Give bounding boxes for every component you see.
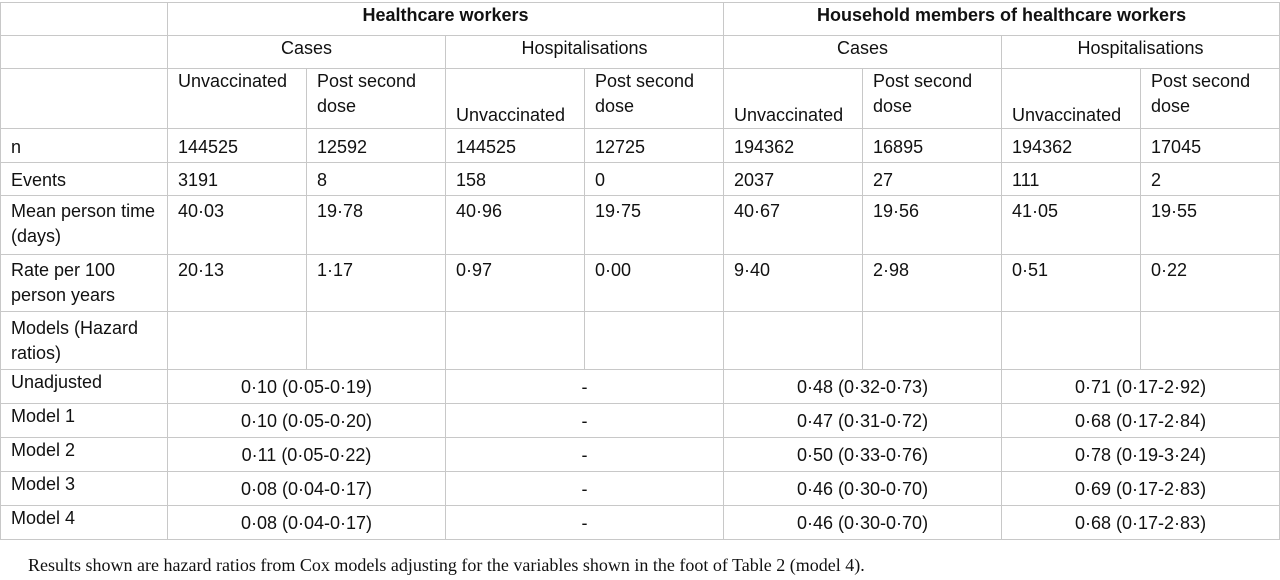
table-cell: 0·22 (1141, 255, 1280, 312)
col-unvaccinated: Unvaccinated (446, 69, 585, 129)
table-cell: 9·40 (724, 255, 863, 312)
hr-hh-cases: 0·50 (0·33-0·76) (724, 438, 1002, 472)
table-cell: 194362 (724, 129, 863, 163)
table-cell (863, 312, 1002, 370)
table-cell: 144525 (446, 129, 585, 163)
table-cell: 17045 (1141, 129, 1280, 163)
table-cell: 8 (307, 163, 446, 196)
model-row (1, 472, 1280, 506)
model-row (1, 438, 1280, 472)
table-cell: 144525 (168, 129, 307, 163)
table-row (1, 196, 1280, 255)
group-header-row (1, 3, 1280, 36)
table-cell: 3191 (168, 163, 307, 196)
col-unvaccinated: Unvaccinated (1002, 69, 1141, 129)
table-cell: 19·75 (585, 196, 724, 255)
hr-hcw-hospitalisations: - (446, 438, 724, 472)
table-cell: 0 (585, 163, 724, 196)
model-row (1, 404, 1280, 438)
table-cell: 0·00 (585, 255, 724, 312)
col-unvaccinated: Unvaccinated (724, 69, 863, 129)
hr-hcw-cases: 0·10 (0·05-0·19) (168, 370, 446, 404)
table-cell: 40·03 (168, 196, 307, 255)
model-label: Model 1 (1, 404, 168, 438)
hr-hh-cases: 0·46 (0·30-0·70) (724, 472, 1002, 506)
table-cell: 0·51 (1002, 255, 1141, 312)
table-cell: 2 (1141, 163, 1280, 196)
hr-hh-cases: 0·48 (0·32-0·73) (724, 370, 1002, 404)
row-label-mean-person-time: Mean person time (days) (1, 196, 168, 255)
model-label: Unadjusted (1, 370, 168, 404)
hr-hh-cases: 0·47 (0·31-0·72) (724, 404, 1002, 438)
row-label-events: Events (1, 163, 168, 196)
subgroup-hcw-hospitalisations: Hospitalisations (446, 36, 724, 69)
corner-cell (1, 69, 168, 129)
hr-hcw-cases: 0·10 (0·05-0·20) (168, 404, 446, 438)
table-cell (1141, 312, 1280, 370)
table-cell: 0·97 (446, 255, 585, 312)
corner-cell (1, 3, 168, 36)
hr-hh-hospitalisations: 0·78 (0·19-3·24) (1002, 438, 1280, 472)
table-cell: 2037 (724, 163, 863, 196)
table-cell: 111 (1002, 163, 1141, 196)
subgroup-hh-cases: Cases (724, 36, 1002, 69)
table-row (1, 129, 1280, 163)
col-post-second-dose: Post second dose (863, 69, 1002, 129)
hr-hcw-hospitalisations: - (446, 370, 724, 404)
col-post-second-dose: Post second dose (585, 69, 724, 129)
model-row (1, 370, 1280, 404)
table-cell: 194362 (1002, 129, 1141, 163)
table-cell (724, 312, 863, 370)
hr-hcw-cases: 0·11 (0·05-0·22) (168, 438, 446, 472)
table-cell: 12592 (307, 129, 446, 163)
table-cell: 40·67 (724, 196, 863, 255)
table-cell (1002, 312, 1141, 370)
model-label: Model 4 (1, 506, 168, 540)
table-cell: 19·56 (863, 196, 1002, 255)
row-label-rate: Rate per 100 person years (1, 255, 168, 312)
hr-hh-hospitalisations: 0·68 (0·17-2·83) (1002, 506, 1280, 540)
table-cell: 12725 (585, 129, 724, 163)
model-label: Model 2 (1, 438, 168, 472)
table-cell (307, 312, 446, 370)
table-cell: 27 (863, 163, 1002, 196)
row-label-models: Models (Hazard ratios) (1, 312, 168, 370)
corner-cell (1, 36, 168, 69)
table-cell (585, 312, 724, 370)
hr-hcw-hospitalisations: - (446, 404, 724, 438)
row-label-n: n (1, 129, 168, 163)
group-healthcare-workers: Healthcare workers (168, 3, 724, 36)
column-header-row (1, 69, 1280, 129)
col-unvaccinated: Unvaccinated (168, 69, 307, 129)
table-cell: 1·17 (307, 255, 446, 312)
hr-hh-cases: 0·46 (0·30-0·70) (724, 506, 1002, 540)
table-cell: 41·05 (1002, 196, 1141, 255)
table-cell: 20·13 (168, 255, 307, 312)
hr-hh-hospitalisations: 0·69 (0·17-2·83) (1002, 472, 1280, 506)
table-cell: 19·55 (1141, 196, 1280, 255)
model-row (1, 506, 1280, 540)
subgroup-header-row (1, 36, 1280, 69)
col-post-second-dose: Post second dose (1141, 69, 1280, 129)
table-cell (446, 312, 585, 370)
table-cell: 40·96 (446, 196, 585, 255)
hr-hh-hospitalisations: 0·68 (0·17-2·84) (1002, 404, 1280, 438)
hr-hcw-hospitalisations: - (446, 472, 724, 506)
table-cell: 2·98 (863, 255, 1002, 312)
group-household-members: Household members of healthcare workers (724, 3, 1280, 36)
model-label: Model 3 (1, 472, 168, 506)
hazard-ratio-table (0, 2, 1280, 540)
table-row (1, 255, 1280, 312)
hr-hcw-hospitalisations: - (446, 506, 724, 540)
subgroup-hh-hospitalisations: Hospitalisations (1002, 36, 1280, 69)
subgroup-hcw-cases: Cases (168, 36, 446, 69)
hr-hh-hospitalisations: 0·71 (0·17-2·92) (1002, 370, 1280, 404)
table-cell: 158 (446, 163, 585, 196)
table-row (1, 163, 1280, 196)
table-cell (168, 312, 307, 370)
table-row (1, 312, 1280, 370)
table-footnote: Results shown are hazard ratios from Cox models adjusting for the variables shown in the foot of Table 2 (model 4). (28, 555, 865, 575)
hr-hcw-cases: 0·08 (0·04-0·17) (168, 472, 446, 506)
table-cell: 19·78 (307, 196, 446, 255)
table-cell: 16895 (863, 129, 1002, 163)
hr-hcw-cases: 0·08 (0·04-0·17) (168, 506, 446, 540)
col-post-second-dose: Post second dose (307, 69, 446, 129)
